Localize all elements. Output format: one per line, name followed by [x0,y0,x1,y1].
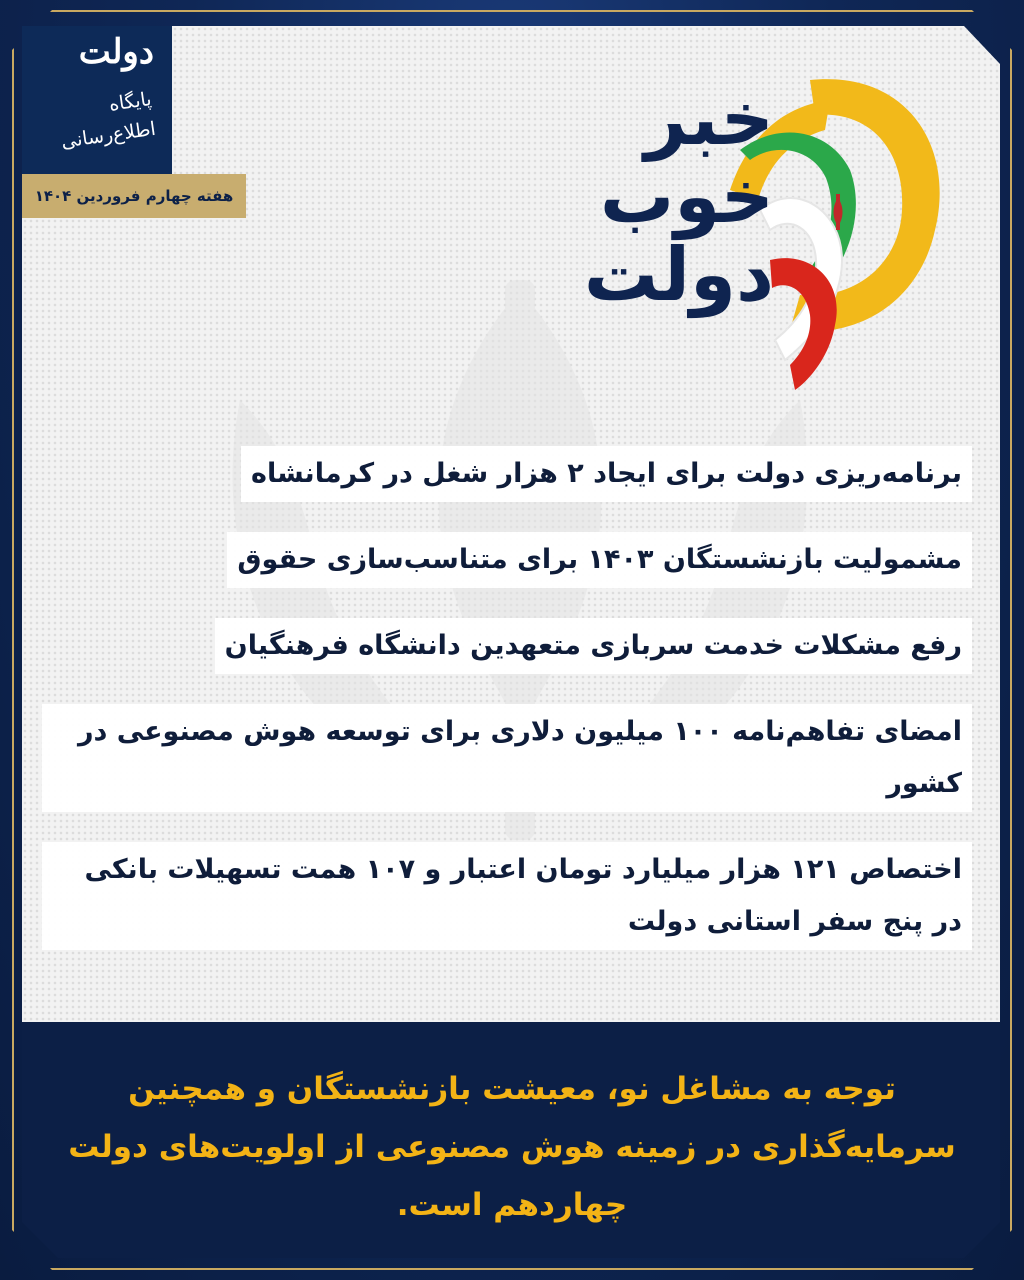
title-block [554,76,774,318]
title-line-2: خوب [599,154,774,240]
footer-summary: توجه به مشاغل نو، معیشت بازنشستگان و همچنین سرمایه‌گذاری در زمینه هوش مصنوعی از اولویت‌های دولت چهاردهم است. [68,1071,956,1223]
news-item: امضای تفاهم‌نامه ۱۰۰ میلیون دلاری برای توسعه هوش مصنوعی در کشور [42,704,972,812]
news-item: مشمولیت بازنشستگان ۱۴۰۳ برای متناسب‌سازی حقوق [227,532,972,588]
site-logo [22,26,172,174]
title-line-1: خبر [644,76,774,162]
logo-subtitle: پایگاه اطلاع‌رسانی [59,88,158,153]
title-line-3: دولت [583,232,774,318]
news-list [42,446,972,980]
week-label: هفته چهارم فروردین ۱۴۰۴ [22,174,246,218]
logo-title: دولت [78,32,154,72]
news-item: رفع مشکلات خدمت سربازی متعهدین دانشگاه فرهنگیان [215,618,972,674]
news-item: برنامه‌ریزی دولت برای ایجاد ۲ هزار شغل در کرمانشاه [241,446,972,502]
news-item: اختصاص ۱۲۱ هزار میلیارد تومان اعتبار و ۱۰۷ همت تسهیلات بانکی در پنج سفر استانی دولت [42,842,972,950]
